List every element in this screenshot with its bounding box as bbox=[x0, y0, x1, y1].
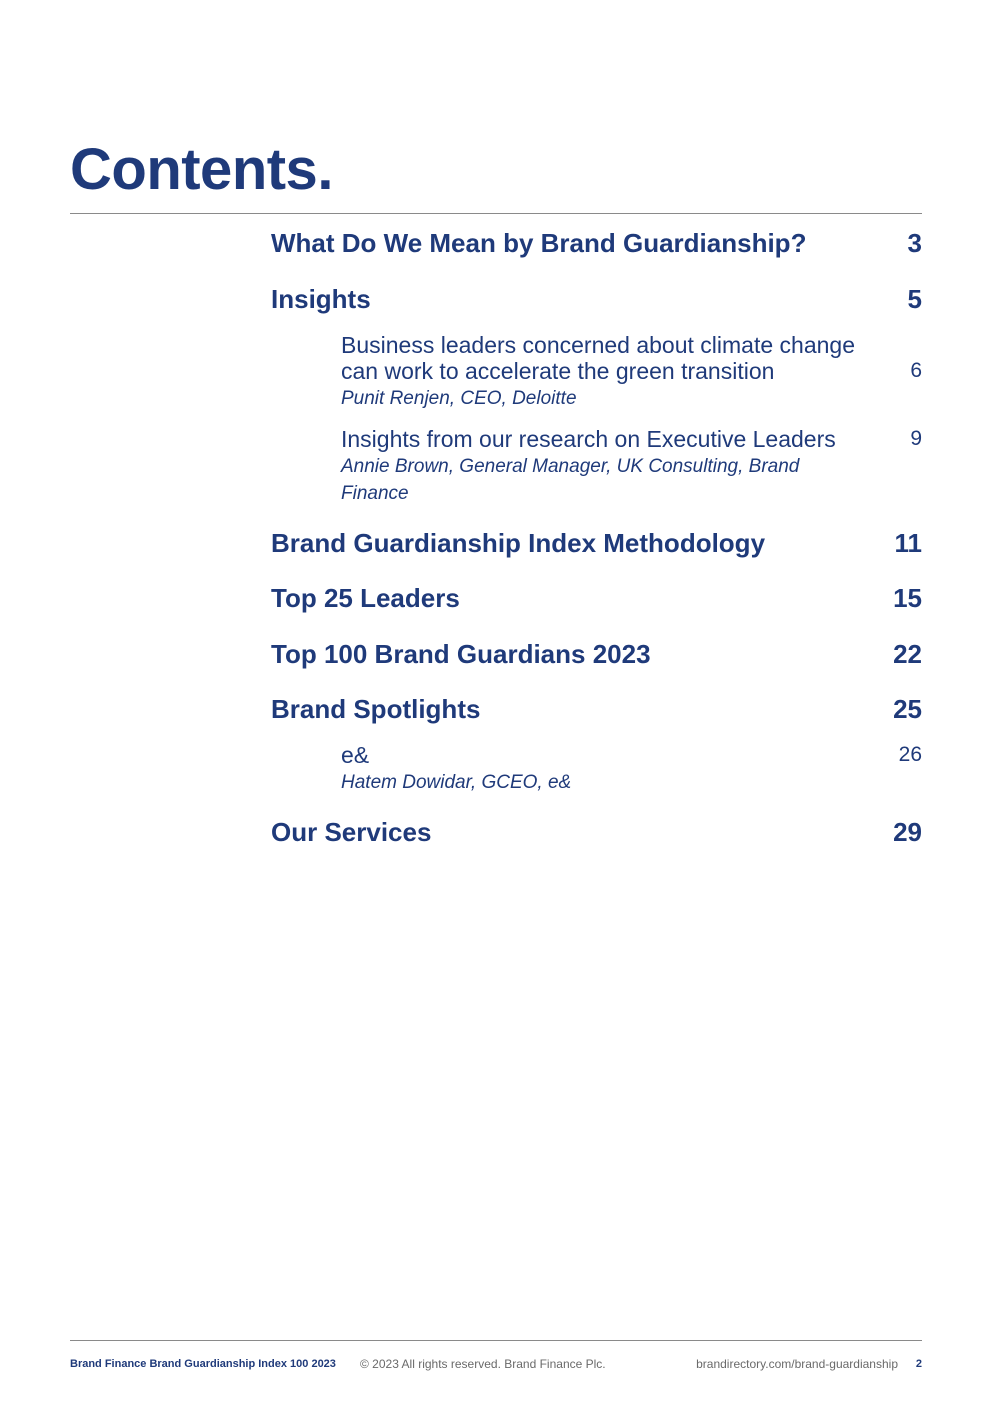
toc-entry-page: 29 bbox=[893, 817, 922, 847]
toc-entry-title: Brand Spotlights bbox=[271, 694, 481, 724]
toc-entry-insights[interactable] bbox=[271, 284, 922, 315]
toc-subentry-e-and[interactable] bbox=[341, 742, 922, 796]
toc-entry-brand-guardianship[interactable] bbox=[271, 228, 922, 259]
toc-entry-title: Insights bbox=[271, 284, 371, 314]
toc-entry-methodology[interactable] bbox=[271, 528, 922, 559]
toc-subentry-author: Annie Brown, General Manager, UK Consulting, Brand Finance bbox=[341, 456, 800, 504]
footer-page-number: 2 bbox=[915, 1358, 922, 1370]
toc-subentry-executive-leaders[interactable] bbox=[341, 426, 922, 507]
page-footer bbox=[70, 1356, 922, 1372]
toc-entry-title: Top 100 Brand Guardians 2023 bbox=[271, 639, 651, 669]
toc-entry-page: 15 bbox=[893, 583, 922, 613]
toc-entry-page: 25 bbox=[893, 694, 922, 724]
toc-entry-title: What Do We Mean by Brand Guardianship? bbox=[271, 228, 807, 258]
title-divider bbox=[70, 213, 922, 214]
footer-divider bbox=[70, 1340, 922, 1341]
page-title: Contents. bbox=[70, 137, 333, 202]
toc-entry-title: Our Services bbox=[271, 817, 432, 847]
toc-entry-top-100-brand-guardians[interactable] bbox=[271, 639, 922, 670]
toc-entry-title: Brand Guardianship Index Methodology bbox=[271, 528, 766, 558]
toc-entry-brand-spotlights[interactable] bbox=[271, 694, 922, 725]
toc-subentry-page: 26 bbox=[898, 743, 922, 766]
toc-subentry-author: Punit Renjen, CEO, Deloitte bbox=[341, 388, 577, 409]
footer-copyright: © 2023 All rights reserved. Brand Finance Plc. bbox=[360, 1357, 606, 1371]
toc-entry-title: Top 25 Leaders bbox=[271, 583, 460, 613]
toc-subentry-author: Hatem Dowidar, GCEO, e& bbox=[341, 772, 572, 793]
footer-url-link[interactable]: brandirectory.com/brand-guardianship bbox=[696, 1357, 898, 1371]
toc-subentry-title: Business leaders concerned about climate change can work to accelerate the green transition bbox=[341, 332, 855, 384]
toc-entry-page: 22 bbox=[893, 639, 922, 669]
toc-entry-page: 5 bbox=[907, 284, 922, 314]
toc-subentry-title: Insights from our research on Executive Leaders bbox=[341, 426, 836, 452]
toc-entry-our-services[interactable] bbox=[271, 817, 922, 848]
toc-subentry-page: 6 bbox=[910, 359, 922, 382]
toc-entry-page: 11 bbox=[894, 528, 922, 558]
toc-subentry-page: 9 bbox=[910, 427, 922, 450]
toc-subentry-title: e& bbox=[341, 742, 370, 768]
toc-entry-page: 3 bbox=[907, 228, 922, 258]
toc-subentry-climate-change[interactable] bbox=[341, 332, 922, 412]
toc-entry-top-25-leaders[interactable] bbox=[271, 583, 922, 614]
footer-publication-title: Brand Finance Brand Guardianship Index 100 2023 bbox=[70, 1358, 336, 1370]
